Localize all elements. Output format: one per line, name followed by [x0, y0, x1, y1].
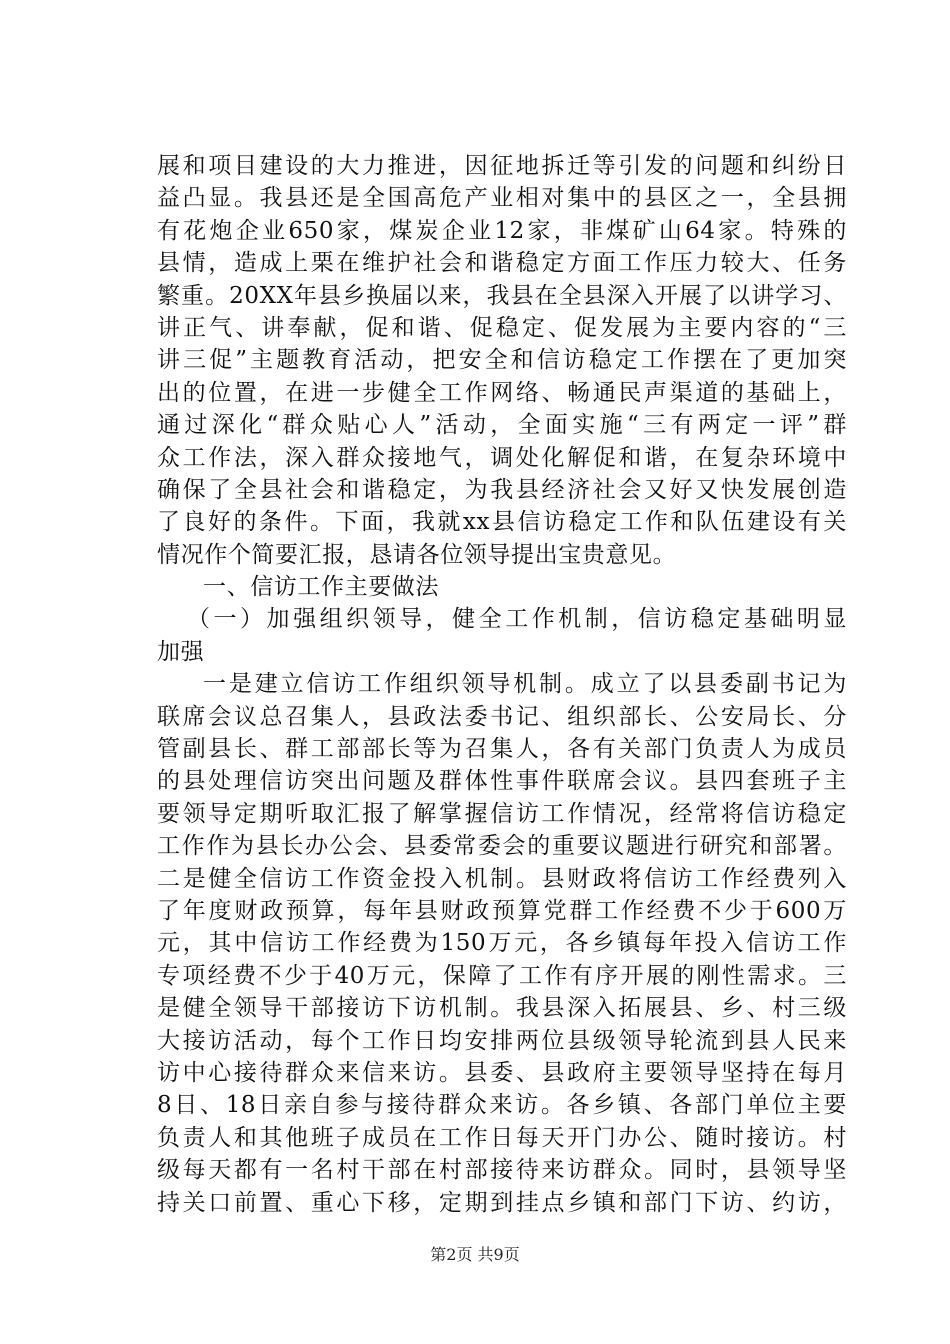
text-line: 工作作为县长办公会、县委常委会的重要议题进行研究和部署。	[157, 833, 847, 860]
text-line: 县情，造成上栗在维护社会和谐稳定方面工作压力较大、任务	[157, 250, 847, 277]
text-line: 了良好的条件。下面，我就xx县信访稳定工作和队伍建设有关	[157, 509, 847, 536]
text-line: 众工作法，深入群众接地气，调处化解促和谐，在复杂环境中	[157, 444, 847, 471]
text-line: 要领导定期听取汇报了解掌握信访工作情况，经常将信访稳定	[157, 800, 847, 827]
text-line: 一、信访工作主要做法	[203, 574, 439, 601]
text-line: （一）加强组织领导，健全工作机制，信访稳定基础明显	[187, 606, 847, 633]
text-line: 大接访活动，每个工作日均安排两位县级领导轮流到县人民来	[157, 1027, 847, 1054]
text-line: 访中心接待群众来信来访。县委、县政府主要领导坚持在每月	[157, 1059, 847, 1086]
body-text	[157, 150, 847, 1219]
text-line: 通过深化“群众贴心人”活动，全面实施“三有两定一评”群	[157, 412, 847, 439]
text-line: 讲三促”主题教育活动，把安全和信访稳定工作摆在了更加突	[157, 347, 847, 374]
text-line: 讲正气、讲奉献，促和谐、促稳定、促发展为主要内容的“三	[157, 314, 847, 341]
text-line: 的县处理信访突出问题及群体性事件联席会议。县四套班子主	[157, 768, 847, 795]
text-line: 有花炮企业650家，煤炭企业12家，非煤矿山64家。特殊的	[157, 217, 847, 244]
text-line: 展和项目建设的大力推进，因征地拆迁等引发的问题和纠纷日	[157, 153, 847, 179]
text-line: 益凸显。我县还是全国高危产业相对集中的县区之一，全县拥	[157, 185, 847, 212]
text-line: 级每天都有一名村干部在村部接待来访群众。同时，县领导坚	[157, 1157, 847, 1184]
text-line: 了年度财政预算，每年县财政预算党群工作经费不少于600万	[157, 897, 847, 924]
text-line: 确保了全县社会和谐稳定，为我县经济社会又好又快发展创造	[157, 476, 847, 503]
text-line: 出的位置，在进一步健全工作网络、畅通民声渠道的基础上，	[157, 379, 847, 406]
text-line: 情况作个简要汇报，恳请各位领导提出宝贵意见。	[157, 541, 677, 568]
text-line: 元，其中信访工作经费为150万元，各乡镇每年投入信访工作	[157, 930, 847, 957]
text-line: 管副县长、群工部部长等为召集人，各有关部门负责人为成员	[157, 736, 847, 763]
text-line: 是健全领导干部接访下访机制。我县深入拓展县、乡、村三级	[157, 995, 847, 1022]
text-line: 一是建立信访工作组织领导机制。成立了以县委副书记为	[203, 671, 847, 698]
text-line: 持关口前置、重心下移，定期到挂点乡镇和部门下访、约访，	[157, 1189, 847, 1216]
text-line: 8日、18日亲自参与接待群众来访。各乡镇、各部门单位主要	[157, 1092, 847, 1119]
page-footer: 第2页 共9页	[430, 1245, 520, 1264]
text-line: 二是健全信访工作资金投入机制。县财政将信访工作经费列入	[157, 865, 847, 892]
text-line: 专项经费不少于40万元，保障了工作有序开展的刚性需求。三	[157, 962, 847, 989]
text-line: 负责人和其他班子成员在工作日每天开门办公、随时接访。村	[157, 1124, 847, 1151]
text-line: 加强	[157, 638, 205, 665]
text-line: 联席会议总召集人，县政法委书记、组织部长、公安局长、分	[157, 703, 847, 730]
text-line: 繁重。20XX年县乡换届以来，我县在全县深入开展了以讲学习、	[157, 282, 847, 309]
